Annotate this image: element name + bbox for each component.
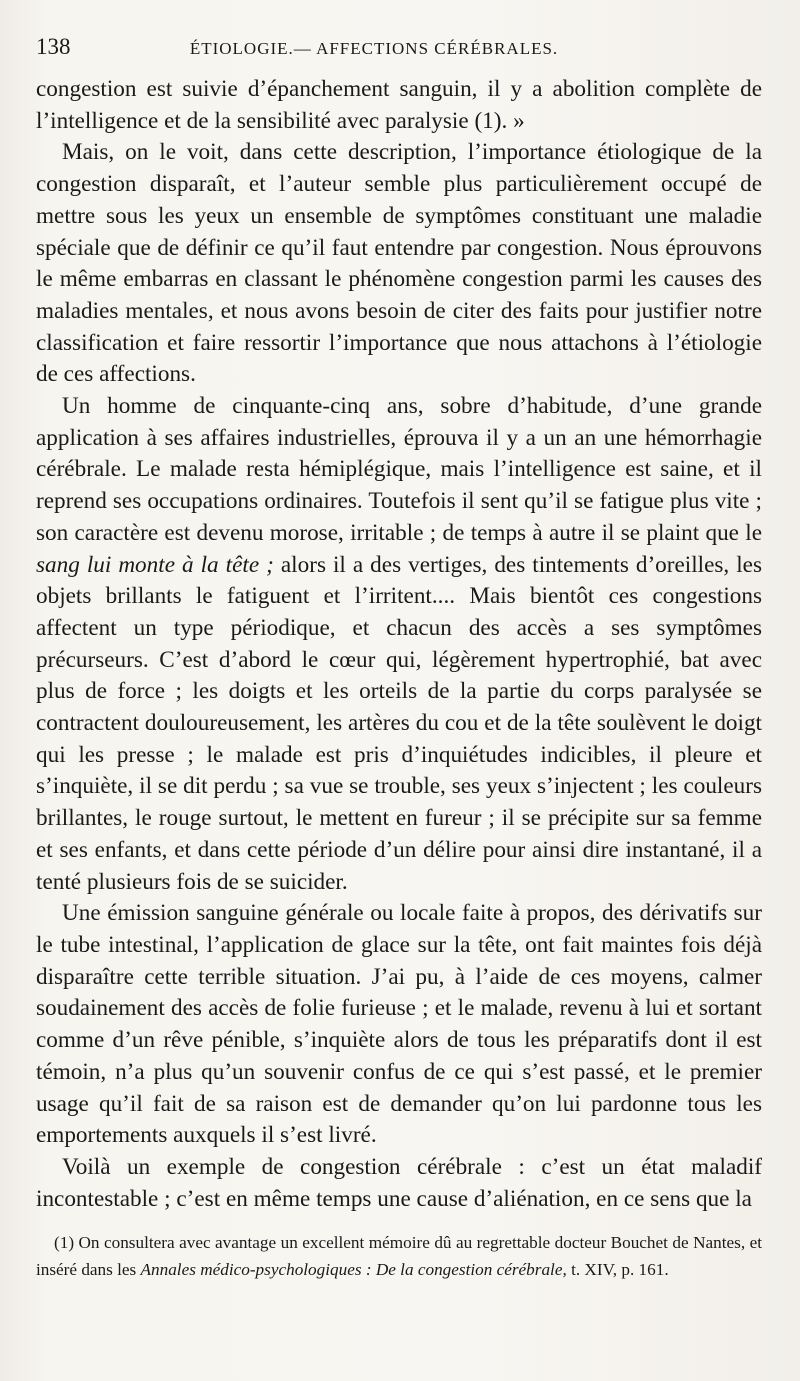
paragraph-text: alors il a des vertiges, des tintements d’oreilles, les objets brillants le fatiguent et l’irritent.... Mais bientôt ces congestions affectent un type périodique, et chacun des accès a ses symptômes précurseurs. C’est d’abord le cœur qui, légèrement hypertrophié, bat avec plus de force ; les doigts et les orteils de la partie du corps paralysée se contractent douloureusement, les artères du cou et de la tête soulèvent le doigt qui les presse ; le malade est pris d’inquiétudes indicibles, il pleure et s’inquiète, il se dit perdu ; sa vue se trouble, ses yeux s’injectent ; les couleurs brillantes, le rouge surtout, le mettent en fureur ; il se précipite sur sa femme et ses enfants, et dans cette période d’un délire pour ainsi dire instantané, il a tenté plusieurs fois de se suicider.	[36, 551, 762, 895]
paragraph: Une émission sanguine générale ou locale faite à propos, des dérivatifs sur le tube intestinal, l’application de glace sur la tête, ont fait maintes fois déjà disparaître cette terrible situation. J’ai pu, à l’aide de ces moyens, calmer soudainement des accès de folie furieuse ; et le malade, revenu à lui et sortant comme d’un rêve pénible, s’inquiète alors de tous les préparatifs dont il est témoin, n’a plus qu’un souvenir confus de ce qui s’est passé, et le premier usage qu’il fait de sa raison est de demander qu’on lui pardonne tous les emportements auxquels il s’est livré.	[36, 900, 762, 1149]
paragraph: Voilà un exemple de congestion cérébrale : c’est un état maladif incontestable ; c’est en même temps une cause d’aliénation, en ce sens que la	[36, 1153, 762, 1212]
running-head	[36, 34, 762, 74]
italic-quote: sang lui monte à la tête ;	[36, 551, 274, 578]
paragraph-text: Un homme de cinquante-cinq ans, sobre d’habitude, d’une grande application à ses affaires industrielles, éprouva il y a un an une hémorrhagie cérébrale. Le malade resta hémiplégique, mais l’intelligence est saine, et il reprend ses occupations ordinaires. Toutefois il sent qu’il se fatigue plus vite ; son caractère est devenu morose, irritable ; de temps à autre il se plaint que le	[36, 393, 762, 546]
paragraph-case-report	[36, 391, 762, 898]
footnote-text-b: t. XIV, p. 161.	[571, 1260, 669, 1280]
page-number: 138	[36, 34, 71, 59]
body-text	[36, 74, 762, 1215]
paragraph-continuation: congestion est suivie d’épanchement sanguin, il y a abolition complète de l’intelligence et de la sensibilité avec paralysie (1). »	[36, 76, 762, 134]
running-title: ÉTIOLOGIE.— AFFECTIONS CÉRÉBRALES.	[189, 39, 559, 58]
footnote-text	[36, 1229, 762, 1283]
footnote-journal-title: Annales médico-psychologiques : De la congestion cérébrale,	[140, 1260, 567, 1280]
footnote-text-a: (1) On consultera avec avantage un excellent mémoire dû au regrettable docteur Bouchet de Nantes, et inséré dans les	[36, 1233, 762, 1280]
footnote	[36, 1229, 762, 1283]
paragraph: Mais, on le voit, dans cette description, l’importance étiologique de la congestion disparaît, et l’auteur semble plus particulièrement occupé de mettre sous les yeux un ensemble de symptômes constituant une maladie spéciale que de définir ce qu’il faut entendre par congestion. Nous éprouvons le même embarras en classant le phénomène congestion parmi les causes des maladies mentales, et nous avons besoin de citer des faits pour justifier notre classification et faire ressortir l’importance que nous attachons à l’étiologie de ces affections.	[36, 139, 762, 388]
